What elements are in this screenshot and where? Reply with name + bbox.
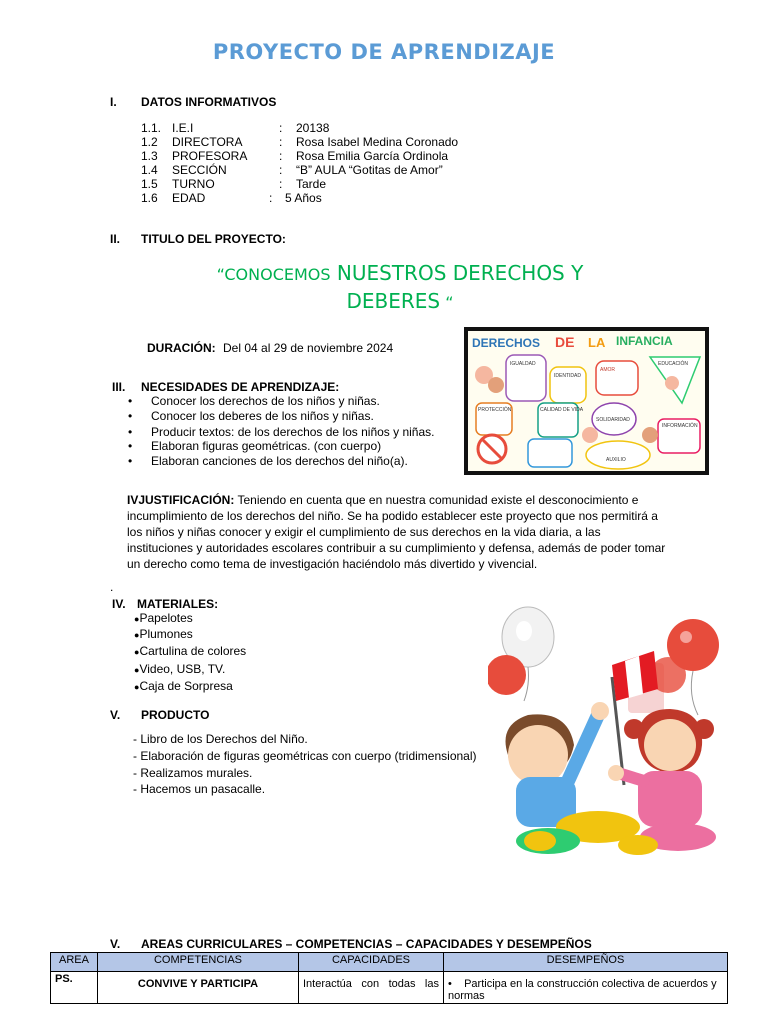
product-item: - Elaboración de figuras geométricas con cuerpo (tridimensional) (133, 749, 477, 763)
info-separator: : (279, 121, 283, 135)
info-value: Rosa Isabel Medina Coronado (296, 135, 459, 149)
needs-list-item (128, 394, 380, 408)
info-value: Tarde (296, 177, 327, 191)
rights-poster-illustration (468, 331, 705, 471)
bullet-icon: ● (134, 682, 140, 692)
section-4-number: IV. (112, 597, 126, 611)
materials-text: Papelotes (139, 611, 193, 625)
section-5-number: V. (110, 708, 121, 722)
materials-list-item (134, 662, 225, 676)
poster-label: CALIDAD DE VIDA (540, 407, 584, 413)
children-with-flag-image (488, 605, 724, 863)
needs-text: Producir textos: de los derechos de los niños y niñas. (151, 425, 435, 439)
info-key: SECCIÓN (172, 163, 227, 177)
materials-text: Plumones (139, 627, 193, 641)
table-cell-area: PS. (51, 972, 98, 1004)
section-5-heading: PRODUCTO (141, 708, 210, 722)
bullet-icon: • (128, 454, 133, 468)
curricular-table (50, 952, 728, 1004)
justification-text: Teniendo en cuenta que en nuestra comunidad existe el desconocimiento e incumplimiento de los derechos del niño. Se ha podido establecer este proyecto que nos permitirá a los niños y niñas conocer y exigir el cumplimiento de sus derechos en la vida diaria, a las instituciones y autoridades escolares contribuir a su cumplimiento y defensa, además de poder tomar un derecho como tema de investigación haciéndolo más divertido y vivencial. (127, 493, 666, 571)
poster-title-a: DERECHOS (472, 336, 541, 350)
info-number: 1.3 (141, 149, 158, 163)
bullet-icon: • (128, 439, 133, 453)
materials-text: Video, USB, TV. (139, 662, 226, 676)
info-number: 1.6 (141, 191, 158, 205)
info-number: 1.5 (141, 177, 158, 191)
product-item: - Hacemos un pasacalle. (133, 782, 266, 796)
table-header-cell: DESEMPEÑOS (444, 953, 728, 972)
table-cell-capacidad: Interactúa con todas las (299, 972, 444, 1004)
info-key: DIRECTORA (172, 135, 243, 149)
table-header-cell: AREA (51, 953, 98, 972)
info-separator: : (269, 191, 273, 205)
table-cell-desempeno (444, 972, 728, 1004)
duration-label: DURACIÓN: (147, 341, 216, 355)
info-value: 20138 (296, 121, 330, 135)
section-3-number: III. (112, 380, 126, 394)
needs-list-item (128, 409, 374, 423)
page-title: PROYECTO DE APRENDIZAJE (212, 40, 556, 64)
section-6-heading: AREAS CURRICULARES – COMPETENCIAS – CAPACIDADES Y DESEMPEÑOS (141, 937, 592, 951)
needs-text: Elaboran figuras geométricas. (con cuerpo) (151, 439, 382, 453)
section-1-number: I. (110, 95, 117, 109)
desempeno-text: Participa en la construcción colectiva de acuerdos y normas (448, 978, 717, 1002)
info-value: “B” AULA “Gotitas de Amor” (296, 163, 443, 177)
info-separator: : (279, 163, 283, 177)
justification-paragraph (127, 492, 667, 572)
poster-title-c: LA (588, 335, 606, 350)
poster-label: AMOR (600, 367, 615, 373)
bullet-icon: • (128, 425, 133, 439)
info-key: I.E.I (172, 121, 194, 135)
poster-label: INFORMACIÓN (662, 423, 698, 429)
poster-label: AUXILIO (606, 457, 626, 463)
section-4-heading: MATERIALES: (137, 597, 219, 611)
project-title-main: NUESTROS DERECHOS Y (330, 261, 584, 285)
materials-list-item (134, 679, 233, 693)
section-3-heading: NECESIDADES DE APRENDIZAJE: (141, 380, 340, 394)
poster-label: PROTECCIÓN (478, 407, 512, 413)
table-header-cell: CAPACIDADES (299, 953, 444, 972)
table-header-row (51, 953, 728, 972)
needs-text: Conocer los derechos de los niños y niñas. (151, 394, 380, 408)
table-row (51, 972, 728, 1004)
poster-title-b: DE (555, 334, 575, 350)
project-title-line2: DEBERES (346, 289, 441, 313)
info-number: 1.1. (141, 121, 162, 135)
materials-list-item (134, 644, 246, 658)
section-1-heading: DATOS INFORMATIVOS (141, 95, 277, 109)
poster-label: IGUALDAD (510, 361, 536, 367)
stray-dot: . (110, 580, 114, 594)
children-illustration (488, 605, 724, 863)
needs-list-item (128, 425, 435, 439)
poster-label: SOLIDARIDAD (596, 417, 630, 423)
bullet-icon: ● (134, 665, 140, 675)
info-key: TURNO (172, 177, 215, 191)
info-separator: : (279, 149, 283, 163)
materials-list-item (134, 611, 193, 625)
info-value: 5 Años (285, 191, 322, 205)
needs-text: Conocer los deberes de los niños y niñas. (151, 409, 374, 423)
info-key: PROFESORA (172, 149, 248, 163)
needs-list-item (128, 454, 408, 468)
section-2-heading: TITULO DEL PROYECTO: (141, 232, 286, 246)
project-title-close: “ (440, 293, 454, 312)
poster-label: EDUCACIÓN (658, 361, 689, 367)
info-number: 1.4 (141, 163, 158, 177)
needs-list-item (128, 439, 382, 453)
section-6-number: V. (110, 937, 121, 951)
info-separator: : (279, 135, 283, 149)
product-item: - Realizamos murales. (133, 766, 253, 780)
poster-title-d: INFANCIA (616, 334, 673, 348)
section-2-number: II. (110, 232, 121, 246)
poster-label: IDENTIDAD (554, 373, 581, 379)
info-value: Rosa Emilia García Ordinola (296, 149, 449, 163)
bullet-icon: • (128, 409, 133, 423)
materials-list-item (134, 627, 193, 641)
info-number: 1.2 (141, 135, 158, 149)
rights-poster-image (464, 327, 709, 475)
info-key: EDAD (172, 191, 206, 205)
needs-text: Elaboran canciones de los derechos del niño(a). (151, 454, 408, 468)
materials-text: Caja de Sorpresa (139, 679, 233, 693)
project-title-open: “CONOCEMOS (216, 265, 331, 284)
bullet-icon: • (448, 978, 452, 990)
bullet-icon: ● (134, 647, 140, 657)
bullet-icon: • (128, 394, 133, 408)
table-cell-competencia: CONVIVE Y PARTICIPA (98, 972, 299, 1004)
materials-text: Cartulina de colores (139, 644, 247, 658)
bullet-icon: ● (134, 630, 140, 640)
duration-value: Del 04 al 29 de noviembre 2024 (223, 341, 394, 355)
bullet-icon: ● (134, 614, 140, 624)
product-item: - Libro de los Derechos del Niño. (133, 732, 308, 746)
justification-label: IVJUSTIFICACIÓN: (127, 493, 235, 507)
project-title (160, 260, 640, 316)
info-separator: : (279, 177, 283, 191)
table-header-cell: COMPETENCIAS (98, 953, 299, 972)
